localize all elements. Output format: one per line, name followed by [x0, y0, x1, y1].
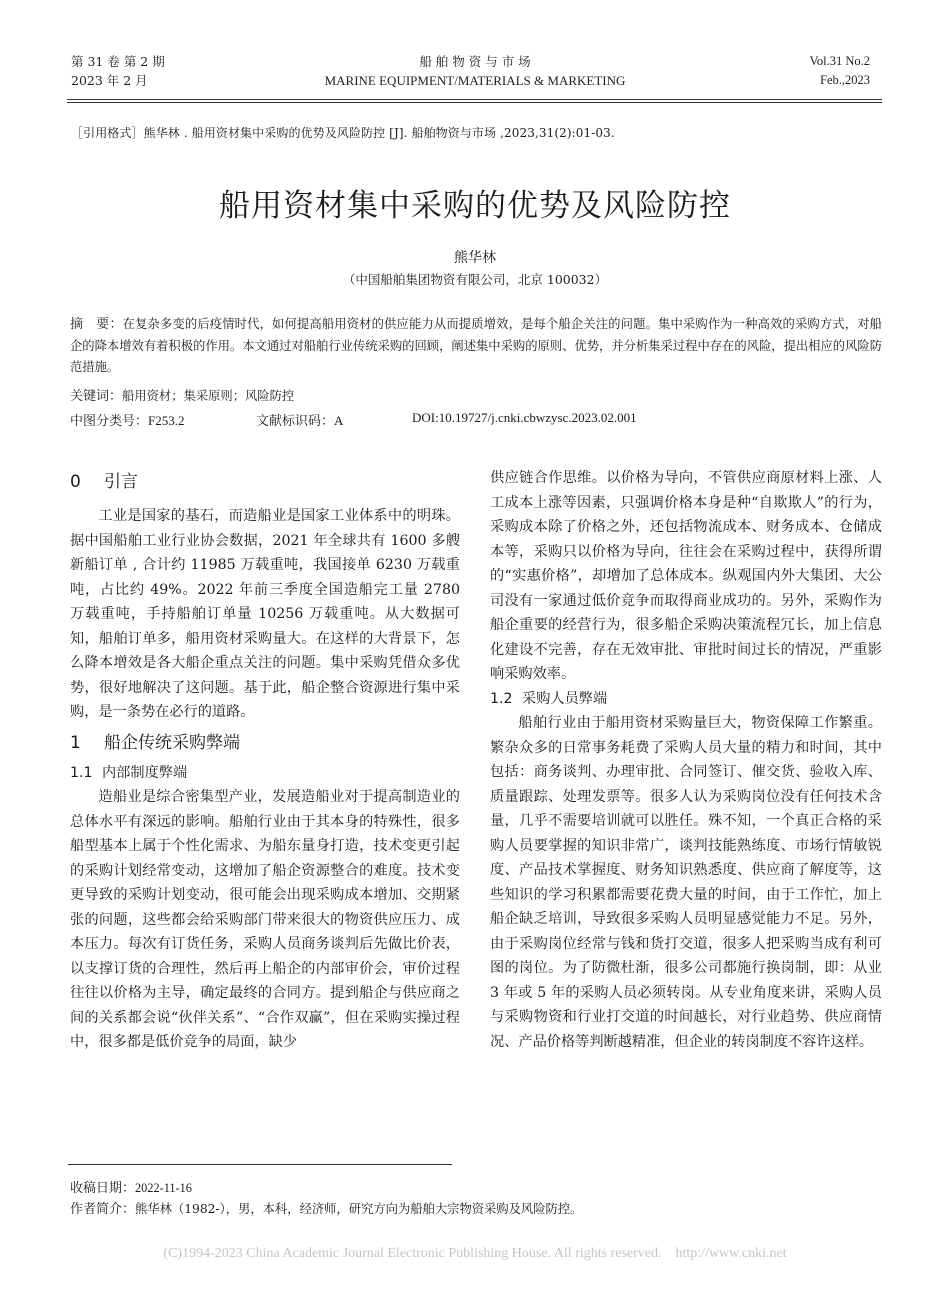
doc-code-value: A: [334, 413, 344, 428]
continued-paragraph: 供应链合作思维。以价格为导向，不管供应商原材料上涨、人工成本上涨等因素，只强调价格本身是种“自欺欺人”的行为，采购成本除了价格之外，还包括物流成本、财务成本、仓储成本等，采购只以价格为导向，往往会在采购过程中，获得所谓的“实惠价格”，却增加了总体成本。纵观国内外大集团、大公司没有一家通过低价竞争而取得商业成功的。另外，采购作为船企重要的经营行为，很多船企采购决策流程冗长，加上信息化建设不完善，存在无效审批、审批时间过长的情况，严重影响采购效率。: [490, 470, 882, 682]
doc-code-label: 文献标识码：: [256, 414, 335, 429]
section-1-heading: [70, 731, 460, 755]
paper-title: 船用资材集中采购的优势及风险防控: [219, 188, 731, 224]
classification-number: [70, 410, 185, 429]
section-0-number: 0: [70, 472, 81, 492]
section-0-title: 引言: [104, 472, 138, 492]
copyright-notice: (C)1994-2023 China Academic Journal Electronic Publishing House. All rights reserved. http://www.cnki.net: [163, 1246, 787, 1261]
author-bio: [70, 1198, 582, 1217]
affiliation: （中国船舶集团物资有限公司，北京 100032）: [342, 272, 608, 287]
received-date: [70, 1177, 192, 1196]
header-rule: [67, 99, 882, 100]
citation-label: ［引用格式］: [71, 126, 144, 140]
citation-text: 熊华林 . 船用资材集中采购的优势及风险防控 [J]. 船舶物资与市场 ,2023,31(2):01-03.: [143, 126, 615, 140]
footnote-rule: [68, 1164, 452, 1165]
keywords-label: 关键词：: [70, 389, 123, 404]
header-rule-thin: [67, 102, 882, 103]
journal-name-en: MARINE EQUIPMENT/MATERIALS & MARKETING: [324, 73, 626, 88]
intro-paragraph: 工业是国家的基石，而造船业是国家工业体系中的明珠。据中国船舶工业行业协会数据，2021 年全球共有 1600 多艘新船订单 , 合计约 11985 万载重吨，我国接单 6230 万载重吨，占比约 49%。2022 年前三季度全国造船完工量 2780 万载重吨，手持船舶订单量 10256 万载重吨。从大数据可知，船舶订单多，船用资材采购量大。在这样的大背景下，怎么降本增效是各大船企重点关注的问题。集中采购凭借众多优势，很好地解决了这问题。基于此，船企整合资源进行集中采购，是一条势在必行的道路。: [70, 508, 460, 720]
received-value: 2022-11-16: [135, 1181, 192, 1195]
section-1-2-number: 1.2: [490, 690, 513, 707]
right-column: [490, 466, 882, 1054]
date-en: Feb.,2023: [820, 73, 870, 87]
classification-label: 中图分类号：: [70, 414, 149, 429]
section-1-2-title: 采购人员弊端: [522, 690, 608, 707]
section-1-1-paragraph: 造船业是综合密集型产业，发展造船业对于提高制造业的总体水平有深远的影响。船舶行业由于其本身的特殊性，很多船型基本上属于个性化需求、为船东量身打造，技术变更引起的采购计划经常变动，这增加了船企资源整合的难度。技术变更导致的采购计划变动，很可能会出现采购成本增加、交期紧张的问题，这些都会给采购部门带来很大的物资供应压力、成本压力。每次有订货任务，采购人员商务谈判后先做比价表，以支撑订货的合理性，然后再上船企的内部审价会，审价过程往往以价格为主导，确定最终的合同方。提到船企与供应商之间的关系都会说“伙伴关系”、“合作双赢”，但在采购实操过程中，很多都是低价竞争的局面，缺少: [70, 789, 460, 1050]
document-code: [256, 410, 343, 429]
section-1-1-number: 1.1: [70, 764, 93, 781]
volume-en: Vol.31 No.2: [809, 54, 870, 68]
header-center: [0, 52, 950, 90]
header-right: [809, 52, 870, 90]
abstract: [70, 314, 882, 379]
classification-value: F253.2: [148, 413, 185, 428]
section-1-title: 船企传统采购弊端: [104, 732, 240, 753]
date-cn: 2023 年 2 月: [71, 73, 148, 88]
bio-label: 作者简介：: [70, 1202, 136, 1217]
section-1-number: 1: [70, 732, 81, 753]
citation: [71, 124, 615, 141]
bio-text: 熊华林（1982-），男，本科，经济师，研究方向为船舶大宗物资采购及风险防控。: [135, 1202, 583, 1216]
left-column: [70, 470, 460, 1055]
section-1-1-heading: [70, 761, 460, 786]
section-1-2-paragraph: 船舶行业由于船用资材采购量巨大，物资保障工作繁重。繁杂众多的日常事务耗费了采购人员大量的精力和时间，其中包括：商务谈判、办理审批、合同签订、催交货、验收入库、质量跟踪、处理发票等。很多人认为采购岗位没有任何技术含量，几乎不需要培训就可以胜任。殊不知，一个真正合格的采购人员要掌握的知识非常广，谈判技能熟练度、市场行情敏锐度、产品技术掌握度、财务知识熟悉度、供应商了解度等，这些知识的学习积累都需要花费大量的时间，由于工作忙，加上船企缺乏培训，导致很多采购人员明显感觉能力不足。另外，由于采购岗位经常与钱和货打交道，很多人把采购当成有利可图的岗位。为了防微杜渐，很多公司都施行换岗制，即：从业 3 年或 5 年的采购人员必须转岗。从专业角度来讲，采购人员与采购物资和行业打交道的时间越长，对行业趋势、供应商情况、产品价格等判断越精准，但企业的转岗制度不容许这样。: [490, 715, 882, 1050]
section-0-heading: [70, 470, 460, 494]
volume-cn: 第 31 卷 第 2 期: [71, 54, 165, 69]
abstract-text: 在复杂多变的后疫情时代，如何提高船用资材的供应能力从而提质增效，是每个船企关注的问题。集中采购作为一种高效的采购方式，对船企的降本增效有着积极的作用。本文通过对船舶行业传统采购的回顾，阐述集中采购的原则、优势，并分析集采过程中存在的风险，提出相应的风险防范措施。: [70, 317, 882, 374]
keywords-text: 船用资材；集采原则；风险防控: [122, 389, 295, 403]
received-label: 收稿日期：: [70, 1181, 136, 1196]
author-name: 熊华林: [454, 250, 496, 266]
keywords: [70, 385, 294, 404]
doi: DOI:10.19727/j.cnki.cbwzysc.2023.02.001: [412, 410, 637, 425]
section-1-2-heading: [490, 687, 882, 712]
journal-name-cn: 船 舶 物 资 与 市 场: [419, 54, 531, 69]
abstract-label: 摘 要：: [70, 317, 123, 332]
section-1-1-title: 内部制度弊端: [102, 764, 188, 781]
